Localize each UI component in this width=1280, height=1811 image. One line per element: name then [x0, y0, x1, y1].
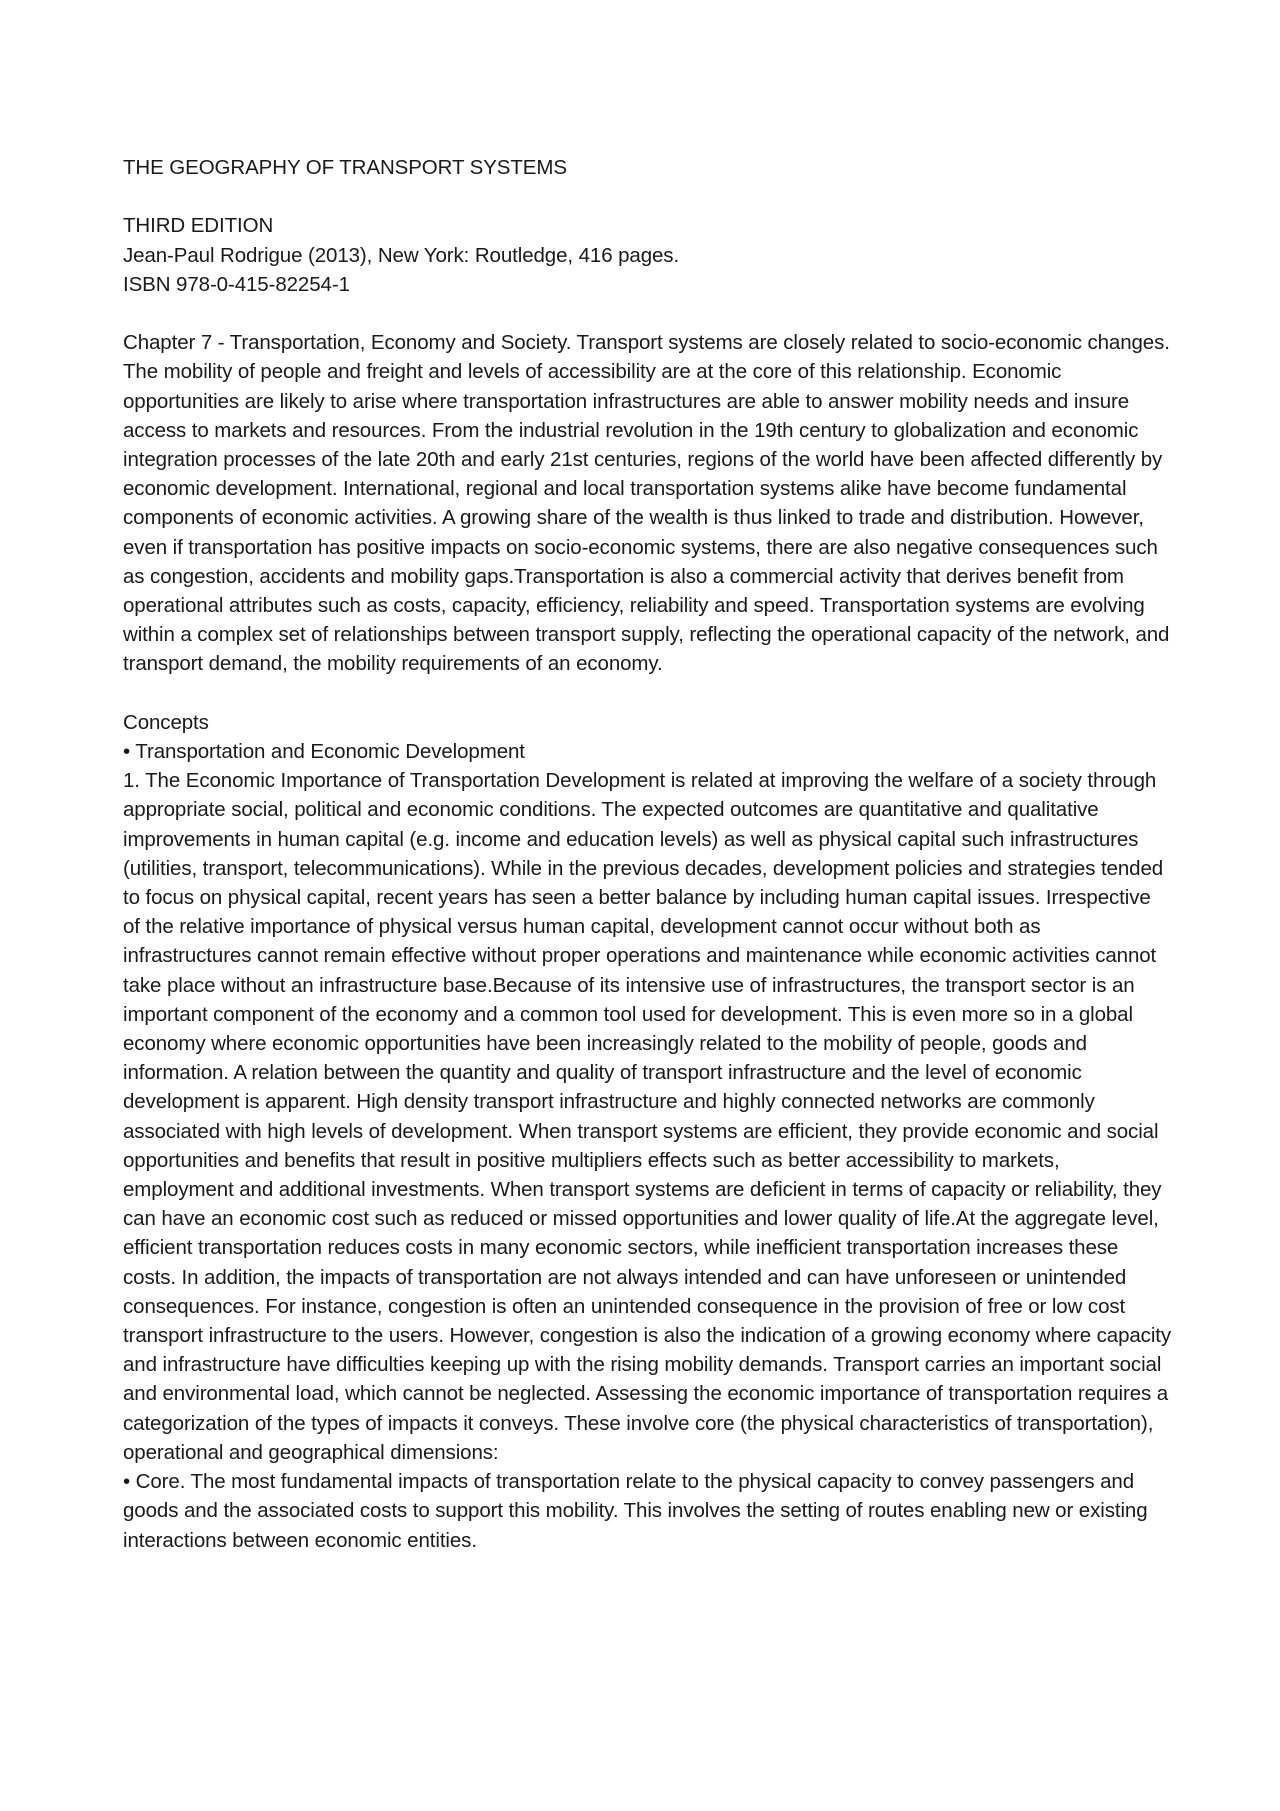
concepts-heading: Concepts [123, 710, 209, 734]
spacer [123, 679, 1173, 708]
section-1-paragraph: 1. The Economic Importance of Transportation Development is related at improving the welfare of a society through appropriate social, political and economic conditions. The expected outcomes are quantitative and qualitative improvements in human capital (e.g. income and education levels) as well as physical capital such infrastructures (utilities, transport, telecommunications). While in the previous decades, development policies and strategies tended to focus on physical capital, recent years has seen a better balance by including human capital issues. Irrespective of the relative importance of physical versus human capital, development cannot occur without both as infrastructures cannot remain effective without proper operations and maintenance while economic activities cannot take place without an infrastructure base.Because of its intensive use of infrastructures, the transport sector is an important component of the economy and a common tool used for development. This is even more so in a global economy where economic opportunities have been increasingly related to the mobility of people, goods and information. A relation between the quantity and quality of transport infrastructure and the level of economic development is apparent. High density transport infrastructure and highly connected networks are commonly associated with high levels of development. When transport systems are efficient, they provide economic and social opportunities and benefits that result in positive multipliers effects such as better accessibility to markets, employment and additional investments. When transport systems are deficient in terms of capacity or reliability, they can have an economic cost such as reduced or missed opportunities and lower quality of life.At the aggregate level, efficient transportation reduces costs in many economic sectors, while inefficient transportation increases these costs. In addition, the impacts of transportation are not always intended and can have unforeseen or unintended consequences. For instance, congestion is often an unintended consequence in the provision of free or low cost transport infrastructure to the users. However, congestion is also the indication of a growing economy where capacity and infrastructure have difficulties keeping up with the rising mobility demands. Transport carries an important social and environmental load, which cannot be neglected. Assessing the economic importance of transportation requires a categorization of the types of impacts it conveys. These involve core (the physical characteristics of transportation), operational and geographical dimensions: [123, 769, 1172, 1464]
concept-bullet-heading: • Transportation and Economic Development [123, 740, 525, 764]
spacer [123, 182, 1173, 211]
core-bullet-paragraph: • Core. The most fundamental impacts of transportation relate to the physical capacity to convey passengers and goods and the associated costs to support this mobility. This involves the setting of routes enabling new or existing interactions between economic entities. [123, 1470, 1148, 1552]
edition-label: THIRD EDITION [123, 214, 274, 238]
book-citation: Jean-Paul Rodrigue (2013), New York: Routledge, 416 pages. [123, 243, 680, 267]
book-title: THE GEOGRAPHY OF TRANSPORT SYSTEMS [123, 156, 567, 179]
document-page [123, 153, 1173, 1555]
isbn-line: ISBN 978-0-415-82254-1 [123, 272, 350, 296]
spacer [123, 299, 1173, 328]
chapter-intro-paragraph: Chapter 7 - Transportation, Economy and Society. Transport systems are closely related to socio-economic changes. The mobility of people and freight and levels of accessibility are at the core of this relationship. Economic opportunities are likely to arise where transportation infrastructures are able to answer mobility needs and insure access to markets and resources. From the industrial revolution in the 19th century to globalization and economic integration processes of the late 20th and early 21st centuries, regions of the world have been affected differently by economic development. International, regional and local transportation systems alike have become fundamental components of economic activities. A growing share of the wealth is thus linked to trade and distribution. However, even if transportation has positive impacts on socio-economic systems, there are also negative consequences such as congestion, accidents and mobility gaps.Transportation is also a commercial activity that derives benefit from operational attributes such as costs, capacity, efficiency, reliability and speed. Transportation systems are evolving within a complex set of relationships between transport supply, reflecting the operational capacity of the network, and transport demand, the mobility requirements of an economy. [123, 331, 1170, 676]
